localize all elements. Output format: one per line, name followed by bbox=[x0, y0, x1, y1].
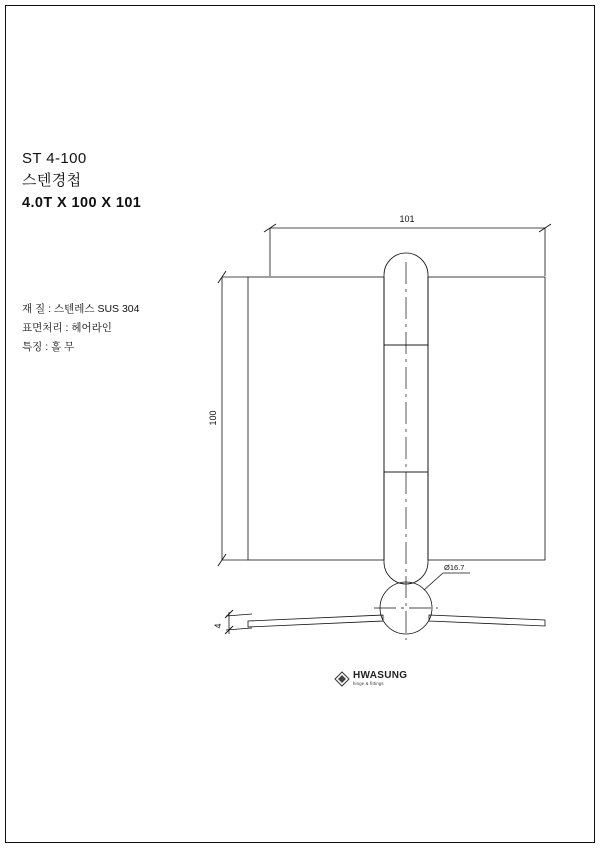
plate-left-side bbox=[248, 615, 383, 627]
logo-name: HWASUNG bbox=[353, 670, 408, 682]
dim-text-pin-diameter: Ø16.7 bbox=[444, 563, 465, 572]
company-logo bbox=[334, 668, 414, 690]
product-size: 4.0T X 100 X 101 bbox=[22, 195, 142, 211]
dim-text-width: 101 bbox=[399, 214, 415, 224]
spec-finish: 표면처리 : 헤어라인 bbox=[22, 322, 112, 334]
spec-material: 재 질 : 스텐레스 SUS 304 bbox=[22, 303, 140, 315]
right-leaf bbox=[428, 277, 545, 560]
diamond-icon bbox=[334, 671, 350, 687]
product-code: ST 4-100 bbox=[22, 150, 87, 167]
thk-ext-top bbox=[226, 614, 252, 616]
plate-right-side bbox=[429, 615, 545, 626]
dim-text-height: 100 bbox=[208, 410, 218, 426]
pin-leader-line bbox=[424, 573, 443, 590]
product-name: 스텐경첩 bbox=[22, 172, 82, 189]
left-leaf bbox=[248, 277, 384, 560]
logo-tagline: hinge & fittings bbox=[353, 681, 384, 687]
dim-text-thickness: 4 bbox=[213, 623, 223, 629]
logo-text bbox=[353, 671, 407, 686]
spec-feature: 특징 : 홀 무 bbox=[22, 341, 75, 353]
